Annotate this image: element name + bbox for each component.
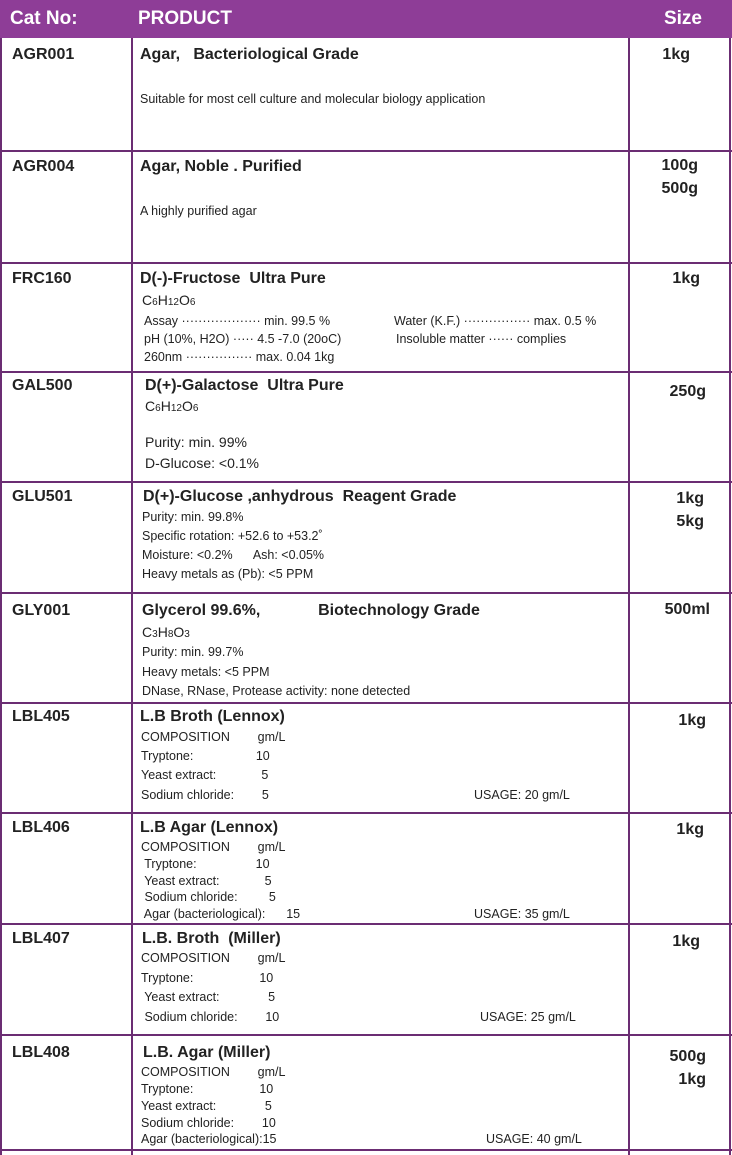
spec-line: Sodium chloride: 5 [141,890,276,904]
spec-line: Purity: min. 99% [145,434,247,450]
product-title: Agar, Noble . Purified [140,158,302,175]
spec-line: COMPOSITION gm/L [141,1065,286,1079]
product-title: Glycerol 99.6%, Biotechnology Grade [142,602,480,619]
product-title: D(-)-Fructose Ultra Pure [140,270,326,287]
table-header [0,0,732,38]
header-product: PRODUCT [138,8,232,29]
spec-line: Heavy metals: <5 PPM [142,665,270,679]
spec-line: Tryptone: 10 [141,971,274,985]
size-value: 500ml [664,601,710,618]
row-divider [0,481,732,483]
spec-line: Agar (bacteriological): 15 [141,907,301,921]
usage-text: USAGE: 40 gm/L [486,1132,582,1146]
cat-no: LBL407 [12,930,70,947]
size-value: 1kg [676,821,704,838]
spec-line: COMPOSITION gm/L [141,840,286,854]
row-divider [0,1149,732,1151]
spec-line: Agar (bacteriological):15 [141,1132,277,1146]
spec-line: pH (10%, H2O) ····· 4.5 -7.0 (20oC) [144,332,342,346]
spec-line: Yeast extract: 5 [141,874,272,888]
size-value: 1kg [678,1071,706,1088]
grid-line-right [729,38,731,1155]
size-value: 1kg [678,712,706,729]
size-value: 500g [669,1048,706,1065]
spec-line: Sodium chloride: 10 [141,1010,280,1024]
spec-line: COMPOSITION gm/L [141,730,286,744]
size-value: 500g [661,180,698,197]
spec-line: COMPOSITION gm/L [141,951,286,965]
spec-line: Tryptone: 10 [141,857,270,871]
size-value: 1kg [672,270,700,287]
spec-line: Tryptone: 10 [141,1082,274,1096]
spec-line: Heavy metals as (Pb): <5 PPM [142,567,314,581]
size-value: 1kg [662,46,690,63]
product-title: L.B. Broth (Miller) [142,930,281,947]
spec-line: DNase, RNase, Protease activity: none detected [142,684,411,698]
cat-no: GLU501 [12,488,73,505]
usage-text: USAGE: 35 gm/L [474,907,570,921]
spec-line: Insoluble matter ······ complies [396,332,567,346]
size-value: 5kg [676,513,704,530]
spec-line: Sodium chloride: 5 [141,788,269,802]
size-value: 100g [661,157,698,174]
size-value: 250g [669,383,706,400]
usage-text: USAGE: 20 gm/L [474,788,570,802]
cat-no: AGR001 [12,46,75,63]
cat-no: FRC160 [12,270,72,287]
spec-line: Yeast extract: 5 [141,768,269,782]
spec-line: 260nm ················ max. 0.04 1kg [144,350,335,364]
cat-no: GLY001 [12,602,71,619]
usage-text: USAGE: 25 gm/L [480,1010,576,1024]
header-size: Size [663,8,702,29]
product-title: L.B Broth (Lennox) [140,708,285,725]
spec-line: Specific rotation: +52.6 to +53.2˚ [142,529,323,543]
spec-line: Moisture: <0.2% Ash: <0.05% [142,548,325,562]
spec-line: Tryptone: 10 [141,749,270,763]
row-divider [0,812,732,814]
cat-no: LBL408 [12,1044,70,1061]
product-description: Suitable for most cell culture and molecular biology application [140,92,486,106]
spec-line: Sodium chloride: 10 [141,1116,276,1130]
size-value: 1kg [672,933,700,950]
spec-line: Yeast extract: 5 [141,1099,272,1113]
cat-no: LBL405 [12,708,70,725]
chemical-formula: C6H12O6 [142,292,196,308]
row-divider [0,150,732,152]
cat-no: LBL406 [12,819,70,836]
cat-no: GAL500 [12,377,73,394]
row-divider [0,1034,732,1036]
grid-line-left [0,38,2,1155]
header-cat-no: Cat No: [10,8,78,29]
product-description: A highly purified agar [140,204,257,218]
row-divider [0,371,732,373]
row-divider [0,923,732,925]
spec-line: Assay ··················· min. 99.5 % [144,314,331,328]
product-title: D(+)-Glucose ,anhydrous Reagent Grade [143,488,457,505]
spec-line: D-Glucose: <0.1% [145,455,259,471]
product-title: Agar, Bacteriological Grade [140,46,359,63]
row-divider [0,702,732,704]
spec-line: Purity: min. 99.8% [142,510,244,524]
spec-line: Purity: min. 99.7% [142,645,244,659]
size-value: 1kg [676,490,704,507]
row-divider [0,262,732,264]
chemical-formula: C6H12O6 [145,398,199,414]
product-title: L.B. Agar (Miller) [143,1044,271,1061]
cat-no: AGR004 [12,158,75,175]
spec-line: Water (K.F.) ················ max. 0.5 % [394,314,597,328]
grid-line-cat [131,38,133,1155]
product-title: D(+)-Galactose Ultra Pure [145,377,344,394]
row-divider [0,592,732,594]
spec-line: Yeast extract: 5 [141,990,276,1004]
product-title: L.B Agar (Lennox) [140,819,279,836]
chemical-formula: C3H8O3 [142,624,190,640]
grid-line-size [628,38,630,1155]
